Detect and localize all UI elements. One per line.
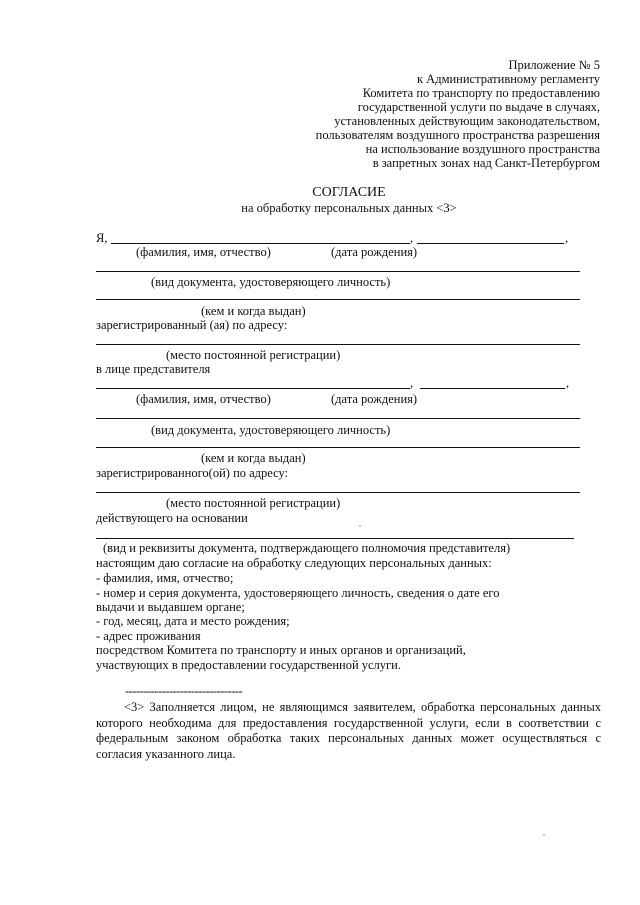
header-line: государственной услуги по выдаче в случаях,	[357, 100, 600, 114]
rep-residence-caption: (место постоянной регистрации)	[166, 496, 341, 510]
consent-intro: настоящим даю согласие на обработку следующих персональных данных:	[96, 556, 492, 570]
authority-caption: (вид и реквизиты документа, подтверждающего полномочия представителя)	[103, 541, 511, 555]
rep-dob-field[interactable]	[420, 388, 565, 389]
header-line: к Административному регламенту	[416, 72, 600, 86]
footnote-separator: --------------------------------	[125, 684, 243, 698]
consent-item: - год, месяц, дата и место рождения;	[96, 614, 290, 628]
scan-speck	[543, 834, 545, 836]
authority-document-field[interactable]	[96, 538, 574, 539]
consent-outro: участвующих в предоставлении государственной услуги.	[96, 658, 401, 672]
comma: ,	[410, 231, 414, 245]
comma: ,	[566, 376, 570, 390]
doc-caption: (вид документа, удостоверяющего личность)	[151, 275, 391, 289]
rep-id-document-field[interactable]	[96, 418, 580, 419]
document-subtitle: на обработку персональных данных <3>	[241, 201, 457, 215]
comma: ,	[410, 376, 414, 390]
dob-field[interactable]	[417, 243, 564, 244]
consent-item: выдачи и выдавшем органе;	[96, 600, 245, 614]
consent-item: - адрес проживания	[96, 629, 201, 643]
header-line: на использование воздушного пространства	[365, 142, 600, 156]
issued-caption: (кем и когда выдан)	[201, 304, 306, 318]
document-title: СОГЛАСИЕ	[312, 185, 386, 200]
header-line: установленных действующим законодательством,	[334, 114, 600, 128]
rep-residence-field[interactable]	[96, 492, 580, 493]
i-prefix: Я,	[96, 231, 108, 245]
header-line: Комитета по транспорту по предоставлению	[362, 86, 600, 100]
id-document-field[interactable]	[96, 271, 580, 272]
issued-by-field[interactable]	[96, 299, 580, 300]
header-line: Приложение № 5	[508, 58, 600, 72]
rep-fio-field[interactable]	[96, 388, 410, 389]
acting-label: действующего на основании	[96, 511, 248, 525]
consent-item: - номер и серия документа, удостоверяющего личность, сведения о дате его	[96, 586, 500, 600]
rep-registered-label: зарегистрированного(ой) по адресу:	[96, 466, 289, 480]
comma: ,	[565, 231, 569, 245]
dob-caption: (дата рождения)	[331, 245, 418, 259]
fio-field[interactable]	[111, 243, 410, 244]
rep-doc-caption: (вид документа, удостоверяющего личность)	[151, 423, 391, 437]
fio-caption: (фамилия, имя, отчество)	[136, 245, 271, 259]
residence-field[interactable]	[96, 344, 580, 345]
footnote-text: <3> Заполняется лицом, не являющимся заявителем, обработка персональных данных которого необходима для предоставления государственной услуги, если в соответствии с федеральным законом обработка таких персональных данных может осуществляться с согласия указанного лица.	[96, 700, 601, 761]
consent-item: - фамилия, имя, отчество;	[96, 571, 234, 585]
header-line: в запретных зонах над Санкт-Петербургом	[372, 156, 600, 170]
consent-outro: посредством Комитета по транспорту и иных органов и организаций,	[96, 643, 466, 657]
header-line: пользователям воздушного пространства разрешения	[315, 128, 600, 142]
registered-label: зарегистрированный (ая) по адресу:	[96, 318, 288, 332]
rep-issued-caption: (кем и когда выдан)	[201, 451, 306, 465]
representative-label: в лице представителя	[96, 362, 211, 376]
rep-issued-by-field[interactable]	[96, 447, 580, 448]
rep-dob-caption: (дата рождения)	[331, 392, 418, 406]
rep-fio-caption: (фамилия, имя, отчество)	[136, 392, 271, 406]
residence-caption: (место постоянной регистрации)	[166, 348, 341, 362]
scan-speck	[359, 525, 361, 527]
